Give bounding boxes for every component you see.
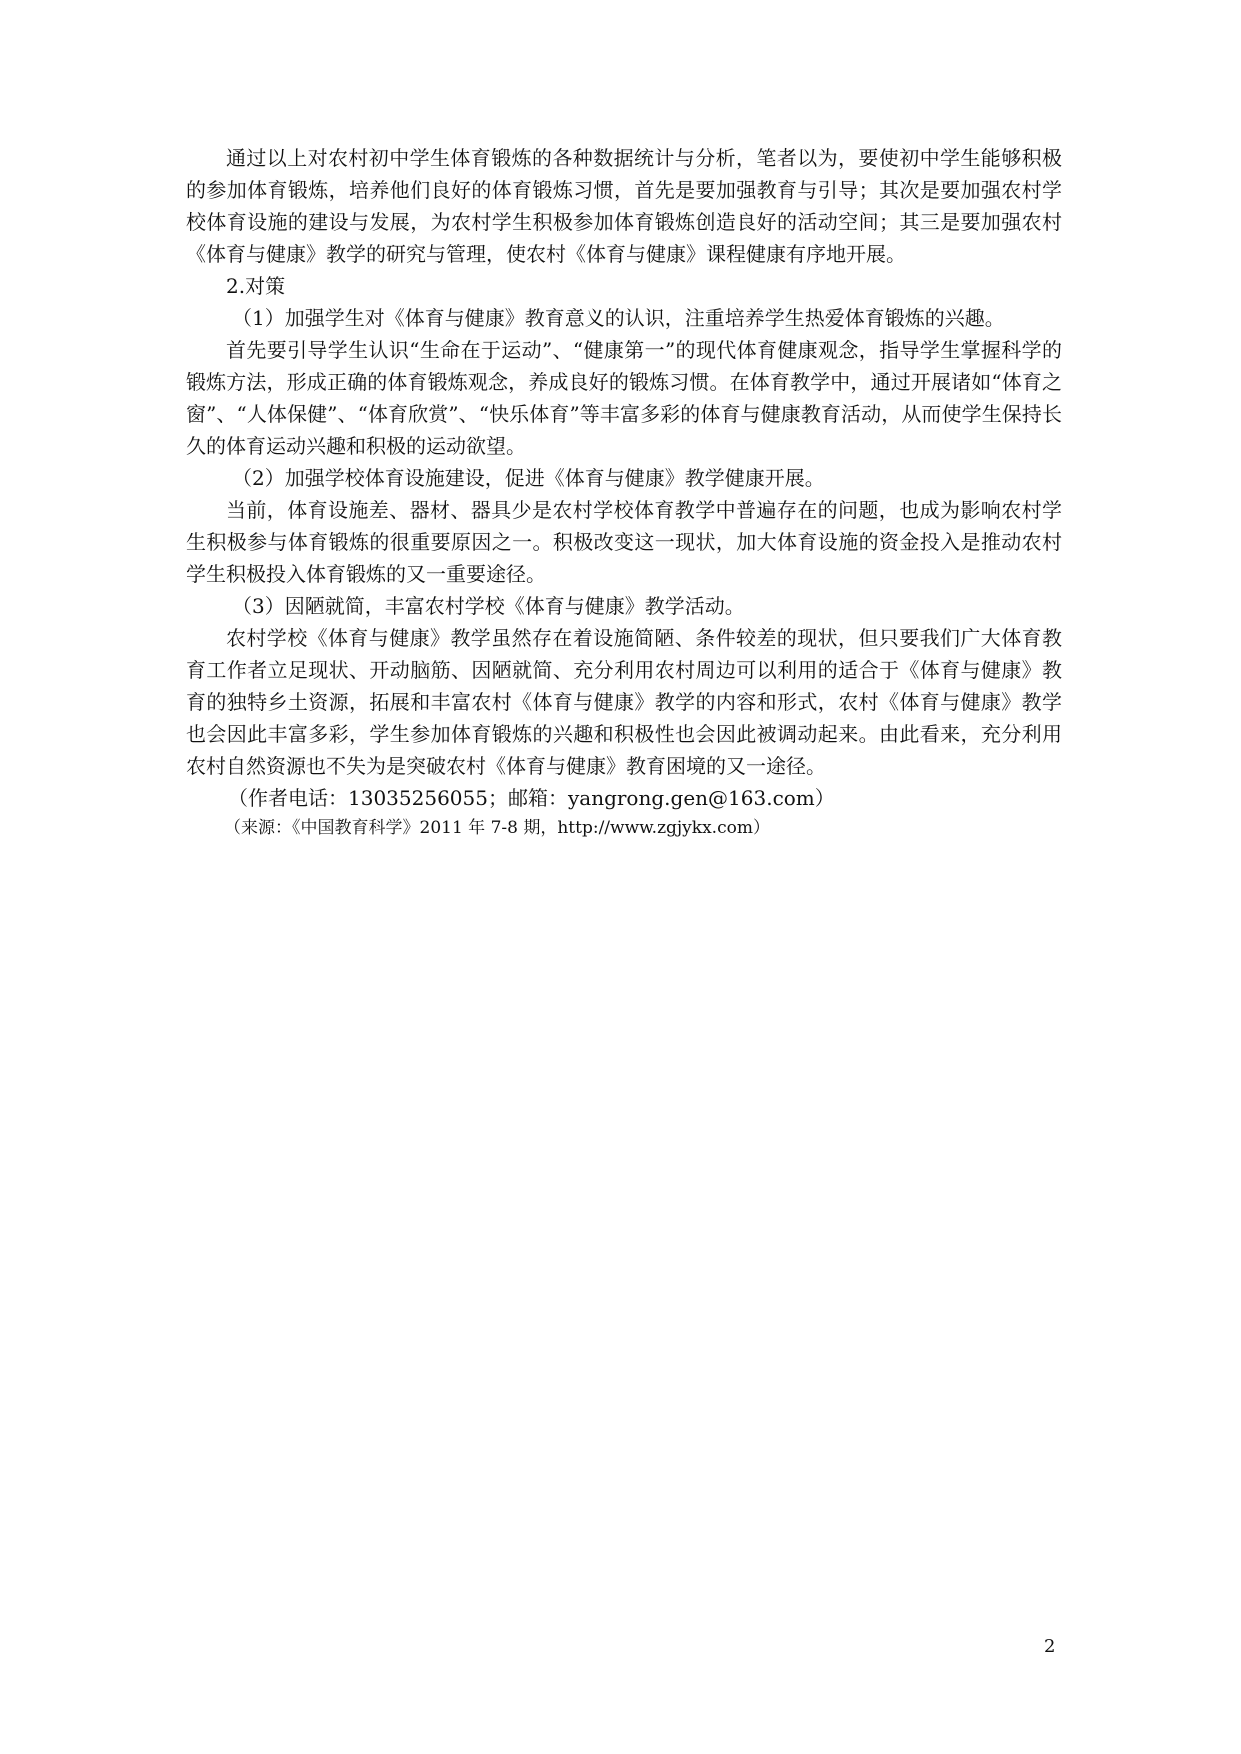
subheading-2: （2）加强学校体育设施建设，促进《体育与健康》教学健康开展。 xyxy=(232,466,825,490)
paragraph-1: 首先要引导学生认识“生命在于运动”、“健康第一”的现代体育健康观念，指导学生掌握科学的锻炼方法，形成正确的体育锻炼观念，养成良好的锻炼习惯。在体育教学中，通过开展诸如“体育之窗”、“人体保健”、“体育欣赏”、“快乐体育”等丰富多彩的体育与健康教育活动，从而使学生保持长久的体育运动兴趣和积极的运动欲望。 xyxy=(186,338,1062,458)
section-heading-countermeasures: 2.对策 xyxy=(226,274,286,298)
page-number: 2 xyxy=(1044,1636,1056,1657)
subheading-3: （3）因陋就简，丰富农村学校《体育与健康》教学活动。 xyxy=(232,594,745,618)
author-contact: （作者电话：13035256055；邮箱：yangrong.gen@163.com） xyxy=(228,786,835,810)
subheading-1: （1）加强学生对《体育与健康》教育意义的认识，注重培养学生热爱体育锻炼的兴趣。 xyxy=(232,306,1005,330)
article-body xyxy=(186,142,1062,842)
paragraph-2: 当前，体育设施差、器材、器具少是农村学校体育教学中普遍存在的问题，也成为影响农村学生积极参与体育锻炼的很重要原因之一。积极改变这一现状，加大体育设施的资金投入是推动农村学生积极投入体育锻炼的又一重要途径。 xyxy=(186,498,1062,586)
conclusion-paragraph: 通过以上对农村初中学生体育锻炼的各种数据统计与分析，笔者以为，要使初中学生能够积极的参加体育锻炼，培养他们良好的体育锻炼习惯，首先是要加强教育与引导；其次是要加强农村学校体育设施的建设与发展，为农村学生积极参加体育锻炼创造良好的活动空间；其三是要加强农村《体育与健康》教学的研究与管理，使农村《体育与健康》课程健康有序地开展。 xyxy=(186,146,1062,266)
paragraph-3: 农村学校《体育与健康》教学虽然存在着设施简陋、条件较差的现状，但只要我们广大体育教育工作者立足现状、开动脑筋、因陋就简、充分利用农村周边可以利用的适合于《体育与健康》教育的独特乡土资源，拓展和丰富农村《体育与健康》教学的内容和形式，农村《体育与健康》教学也会因此丰富多彩，学生参加体育锻炼的兴趣和积极性也会因此被调动起来。由此看来，充分利用农村自然资源也不失为是突破农村《体育与健康》教育困境的又一途径。 xyxy=(186,626,1062,778)
source-citation: （来源：《中国教育科学》2011 年 7-8 期，http://www.zgjykx.com） xyxy=(224,818,770,838)
